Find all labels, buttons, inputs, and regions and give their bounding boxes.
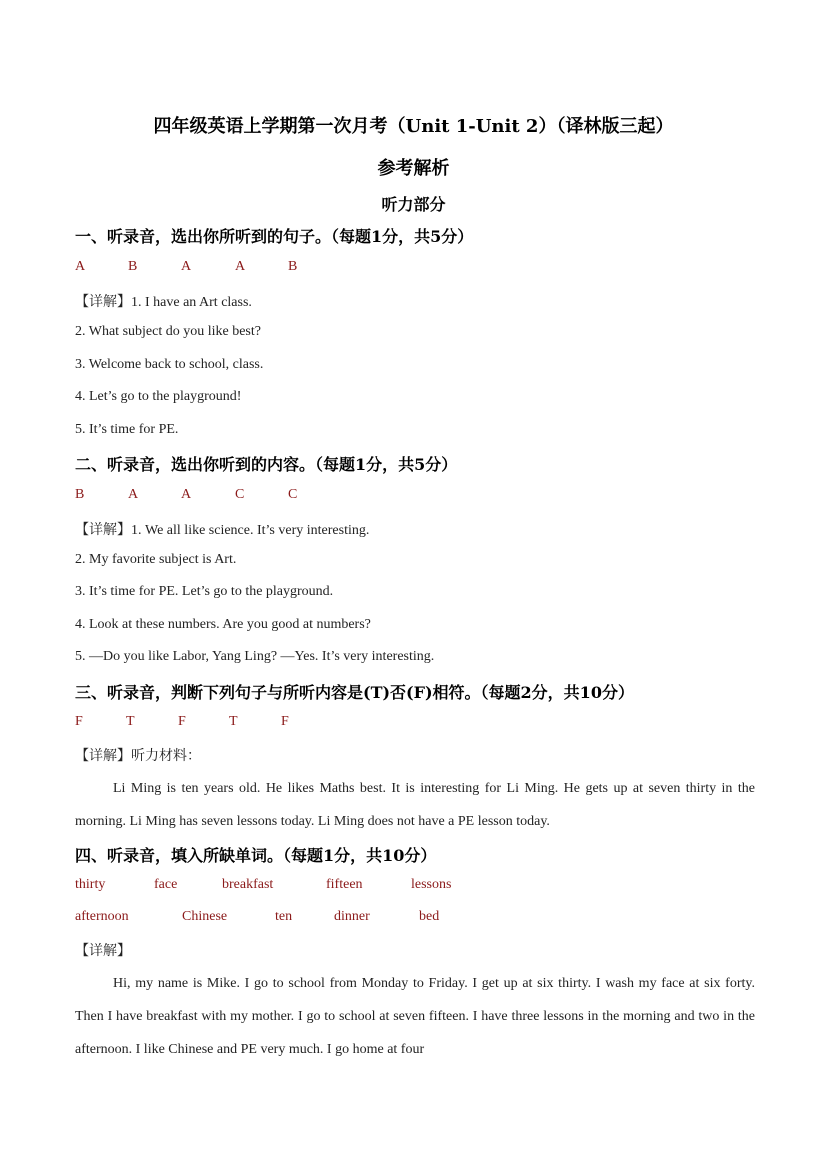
q3-paragraph: Li Ming is ten years old. He likes Maths best. It is interesting for Li Ming. He gets up at seven thirty in the morning. Li Ming has seven lessons today. Li Ming does not have a PE lesson today. bbox=[75, 781, 755, 829]
answer: B bbox=[128, 259, 138, 274]
answer: afternoon bbox=[75, 909, 129, 924]
detail-line: 4. Let’s go to the playground! bbox=[75, 389, 242, 404]
answer: dinner bbox=[334, 909, 370, 924]
q4-detail: 【详解】 bbox=[75, 943, 131, 959]
answer: B bbox=[288, 259, 298, 274]
answer: A bbox=[181, 259, 192, 274]
answer: F bbox=[281, 714, 289, 729]
detail-line: 3. Welcome back to school, class. bbox=[75, 357, 264, 372]
answer: ten bbox=[275, 909, 293, 924]
q1-heading: 一、听录音，选出你所听到的句子。（每题1分，共5分） bbox=[75, 227, 474, 246]
q4-answers-row2 bbox=[75, 909, 439, 925]
answer: A bbox=[235, 259, 246, 274]
q3-answers bbox=[75, 714, 289, 730]
answer: A bbox=[128, 487, 139, 502]
answer: thirty bbox=[75, 877, 106, 892]
answer: A bbox=[181, 487, 192, 502]
answer: Chinese bbox=[182, 909, 228, 924]
q4-heading: 四、听录音，填入所缺单词。（每题1分，共10分） bbox=[75, 846, 437, 865]
detail-tag: 【详解】 bbox=[75, 522, 131, 538]
q1-detail-line bbox=[75, 291, 252, 311]
answer: A bbox=[75, 259, 86, 274]
answer: breakfast bbox=[222, 877, 274, 892]
q3-heading: 三、听录音，判断下列句子与所听内容是(T)否(F)相符。（每题2分，共10分） bbox=[75, 683, 634, 702]
detail-line: 3. It’s time for PE. Let’s go to the playground. bbox=[75, 584, 334, 599]
q2-answers bbox=[75, 487, 297, 503]
answer: B bbox=[75, 487, 85, 502]
detail-text: 1. I have an Art class. bbox=[131, 295, 252, 310]
answer: T bbox=[229, 714, 238, 729]
answer: bed bbox=[419, 909, 440, 924]
detail-line: 5. —Do you like Labor, Yang Ling? —Yes. It’s very interesting. bbox=[75, 649, 435, 664]
detail-line: 2. What subject do you like best? bbox=[75, 324, 261, 339]
answer: fifteen bbox=[326, 877, 363, 892]
detail-line: 2. My favorite subject is Art. bbox=[75, 552, 237, 567]
detail-tag: 【详解】 bbox=[75, 294, 131, 310]
q2-detail-line bbox=[75, 519, 369, 539]
answer: T bbox=[126, 714, 135, 729]
section-label: 听力部分 bbox=[381, 195, 446, 214]
page-subtitle: 参考解析 bbox=[377, 158, 450, 179]
q2-heading: 二、听录音，选出你听到的内容。（每题1分，共5分） bbox=[75, 455, 458, 474]
answer: F bbox=[75, 714, 83, 729]
answer: face bbox=[154, 877, 178, 892]
detail-line: 4. Look at these numbers. Are you good at numbers? bbox=[75, 617, 371, 632]
answer: C bbox=[288, 487, 298, 502]
detail-line: 5. It’s time for PE. bbox=[75, 422, 179, 437]
answer: C bbox=[235, 487, 245, 502]
page-title: 四年级英语上学期第一次月考（Unit 1-Unit 2）（译林版三起） bbox=[153, 116, 674, 137]
q4-answers-row1 bbox=[75, 877, 451, 893]
detail-text: 1. We all like science. It’s very interesting. bbox=[131, 523, 370, 538]
q4-paragraph: Hi, my name is Mike. I go to school from Monday to Friday. I get up at six thirty. I wash my face at six forty. Then I have breakfast with my mother. I go to school at seven fifteen. I have three lessons in the morning and two in the afternoon. I like Chinese and PE very much. I go home at four bbox=[75, 976, 755, 1057]
q1-answers bbox=[75, 259, 297, 275]
q3-detail: 【详解】听力材料： bbox=[75, 748, 201, 764]
answer: F bbox=[178, 714, 186, 729]
answer: lessons bbox=[411, 877, 452, 892]
